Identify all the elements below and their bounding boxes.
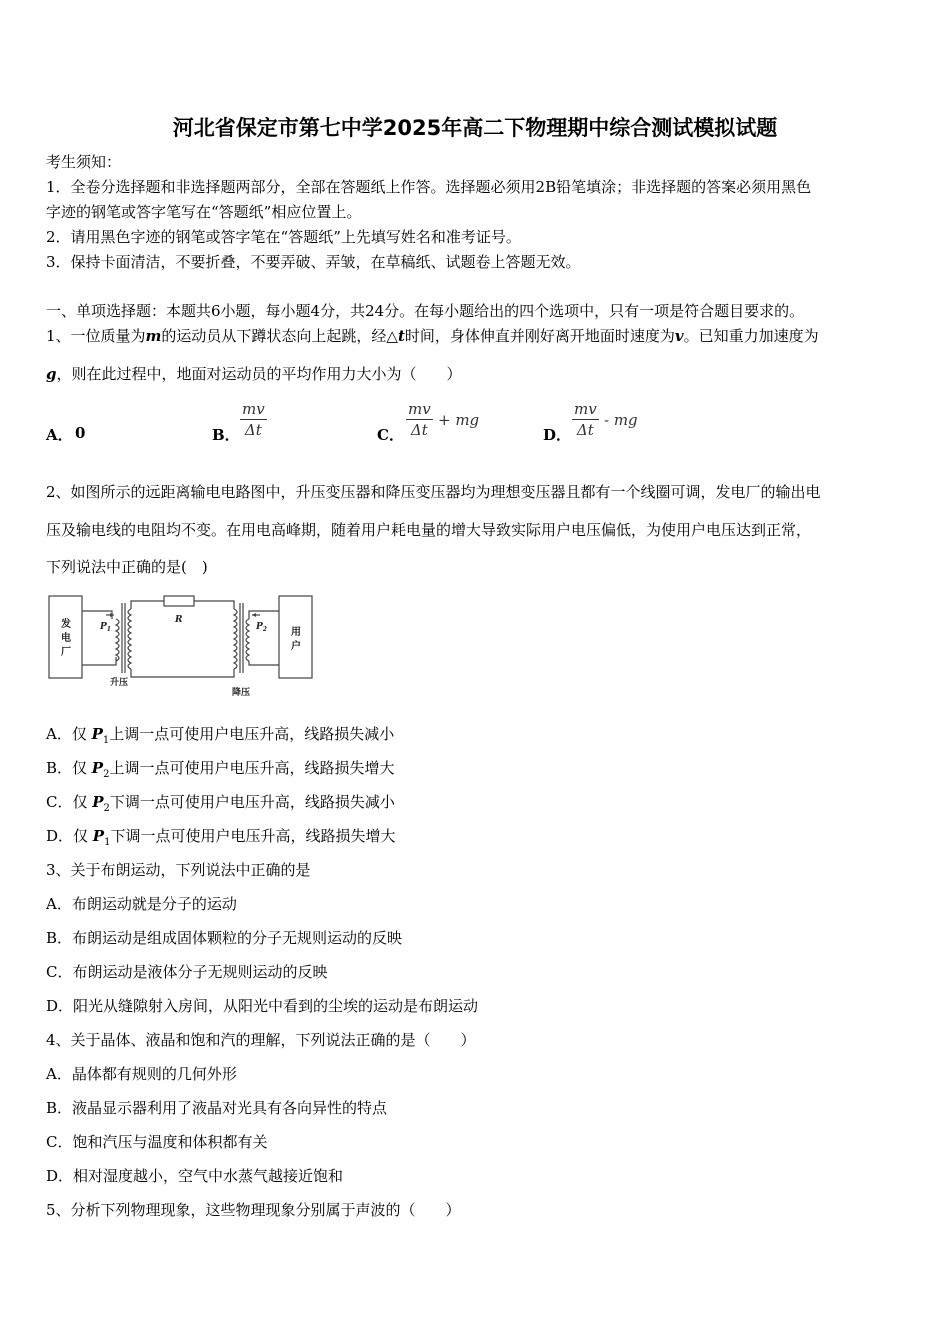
- q4-stem: 4、关于晶体、液晶和饱和汽的理解，下列说法正确的是（ ）: [46, 1031, 476, 1049]
- q3-option-b: B．布朗运动是组成固体颗粒的分子无规则运动的反映: [46, 929, 403, 947]
- q1-option-d-fraction: [572, 400, 599, 439]
- user-label-char: 用: [291, 627, 301, 638]
- q1-option-c-letter: C．: [377, 426, 404, 444]
- q1-option-c-tail: + mg: [438, 411, 480, 429]
- q4-option-b: B．液晶显示器利用了液晶对光具有各向异性的特点: [46, 1099, 388, 1117]
- q1-option-a-letter: A．: [46, 426, 73, 444]
- q1-var-g: g: [46, 365, 57, 383]
- q3-option-d: D．阳光从缝隙射入房间，从阳光中看到的尘埃的运动是布朗运动: [46, 997, 479, 1015]
- q1-var-v: v: [674, 327, 684, 345]
- p1-label: $P_1$: [100, 622, 111, 633]
- q2-option-c: C．仅 $P_2$下调一点可使用户电压升高，线路损失减小: [46, 793, 395, 814]
- step-down-primary-coil: [234, 609, 237, 669]
- plant-label-char: 厂: [61, 647, 71, 658]
- notice-item: 字迹的钢笔或答字笔写在“答题纸”相应位置上。: [46, 203, 362, 221]
- step-down-label: 降压: [232, 688, 251, 698]
- wire: [82, 657, 116, 665]
- q2-option-a: A．仅 $P_1$上调一点可使用户电压升高，线路损失减小: [46, 725, 395, 746]
- transmission-circuit-diagram: [46, 591, 318, 703]
- transmission-line: [194, 601, 234, 609]
- notice-item: 3．保持卡面清洁，不要折叠，不要弄破、弄皱，在草稿纸、试题卷上答题无效。: [46, 253, 581, 271]
- q3-option-c: C．布朗运动是液体分子无规则运动的反映: [46, 963, 328, 981]
- q1-option-d-letter: D．: [543, 426, 572, 444]
- notice-heading: 考生须知：: [46, 153, 122, 171]
- q1-options: [0, 400, 950, 450]
- transmission-line: [131, 601, 164, 609]
- step-down-secondary-coil: [246, 619, 249, 661]
- q1-stem-line2: [46, 364, 462, 384]
- q1-text: 的运动员从下蹲状态向上起跳，经△: [161, 327, 398, 345]
- q1-var-m: m: [145, 327, 162, 345]
- p2-label: $P_2$: [256, 622, 267, 633]
- q1-var-t: t: [397, 327, 405, 345]
- fraction-numerator: mv: [242, 400, 265, 418]
- q1-option-b-letter: B．: [212, 426, 240, 444]
- q2-stem-line1: 2、如图所示的远距离输电电路图中，升压变压器和降压变压器均为理想变压器且都有一个线圈可调，发电厂的输出电: [46, 483, 821, 501]
- q1-option-b-fraction: [240, 400, 267, 439]
- plant-label-char: 电: [61, 633, 71, 644]
- q4-option-c: C．饱和汽压与温度和体积都有关: [46, 1133, 268, 1151]
- q3-option-a: A．布朗运动就是分子的运动: [46, 895, 237, 913]
- section-heading: 一、单项选择题：本题共6小题，每小题4分，共24分。在每小题给出的四个选项中，只有一项是符合题目要求的。: [46, 302, 805, 320]
- fraction-denominator: Δt: [410, 421, 428, 439]
- user-label-char: 户: [291, 641, 301, 652]
- q1-option-c-fraction: [406, 400, 433, 439]
- fraction-bar: [240, 419, 267, 420]
- step-up-secondary-coil: [128, 609, 131, 669]
- q2-option-d: D．仅 $P_1$下调一点可使用户电压升高，线路损失增大: [46, 827, 396, 848]
- q1-text: 时间，身体伸直并刚好离开地面时速度为: [404, 327, 675, 345]
- p2-arrow-head: [252, 613, 256, 617]
- q2-stem-line2: 压及输电线的电阻均不变。在用电高峰期，随着用户耗电量的增大导致实际用户电压偏低，为使用户电压达到正常，: [46, 521, 812, 539]
- resistor-label: R: [175, 615, 183, 625]
- q1-option-d-tail: - mg: [604, 411, 638, 429]
- step-up-primary-coil: [116, 619, 119, 661]
- resistor: [164, 596, 194, 606]
- fraction-denominator: Δt: [244, 421, 262, 439]
- q4-option-a: A．晶体都有规则的几何外形: [46, 1065, 237, 1083]
- q4-option-d: D．相对湿度越小，空气中水蒸气越接近饱和: [46, 1167, 344, 1185]
- q3-stem: 3、关于布朗运动，下列说法中正确的是: [46, 861, 311, 879]
- q1-stem-line1: [46, 326, 819, 346]
- q1-text: ，则在此过程中，地面对运动员的平均作用力大小为（ ）: [56, 365, 462, 383]
- fraction-bar: [572, 419, 599, 420]
- q1-text: 1、一位质量为: [46, 327, 146, 345]
- transmission-line: [131, 669, 234, 677]
- fraction-denominator: Δt: [576, 421, 594, 439]
- page-title: 河北省保定市第七中学2025年高二下物理期中综合测试模拟试题: [172, 116, 778, 140]
- fraction-bar: [406, 419, 433, 420]
- step-up-label: 升压: [110, 678, 129, 688]
- q5-stem: 5、分析下列物理现象，这些物理现象分别属于声波的（ ）: [46, 1201, 461, 1219]
- q1-text: 。已知重力加速度为: [683, 327, 819, 345]
- fraction-numerator: mv: [408, 400, 431, 418]
- notice-item: 2．请用黑色字迹的钢笔或答字笔在“答题纸”上先填写姓名和准考证号。: [46, 228, 521, 246]
- q2-stem-line3: 下列说法中正确的是( ): [46, 558, 208, 576]
- q1-option-a-value: 0: [75, 424, 86, 442]
- notice-item: 1．全卷分选择题和非选择题两部分，全部在答题纸上作答。选择题必须用2B铅笔填涂；非选择题的答案必须用黑色: [46, 178, 812, 196]
- wire: [249, 661, 279, 665]
- q2-option-b: B．仅 $P_2$上调一点可使用户电压升高，线路损失增大: [46, 759, 395, 780]
- plant-label-char: 发: [61, 619, 71, 630]
- fraction-numerator: mv: [574, 400, 597, 418]
